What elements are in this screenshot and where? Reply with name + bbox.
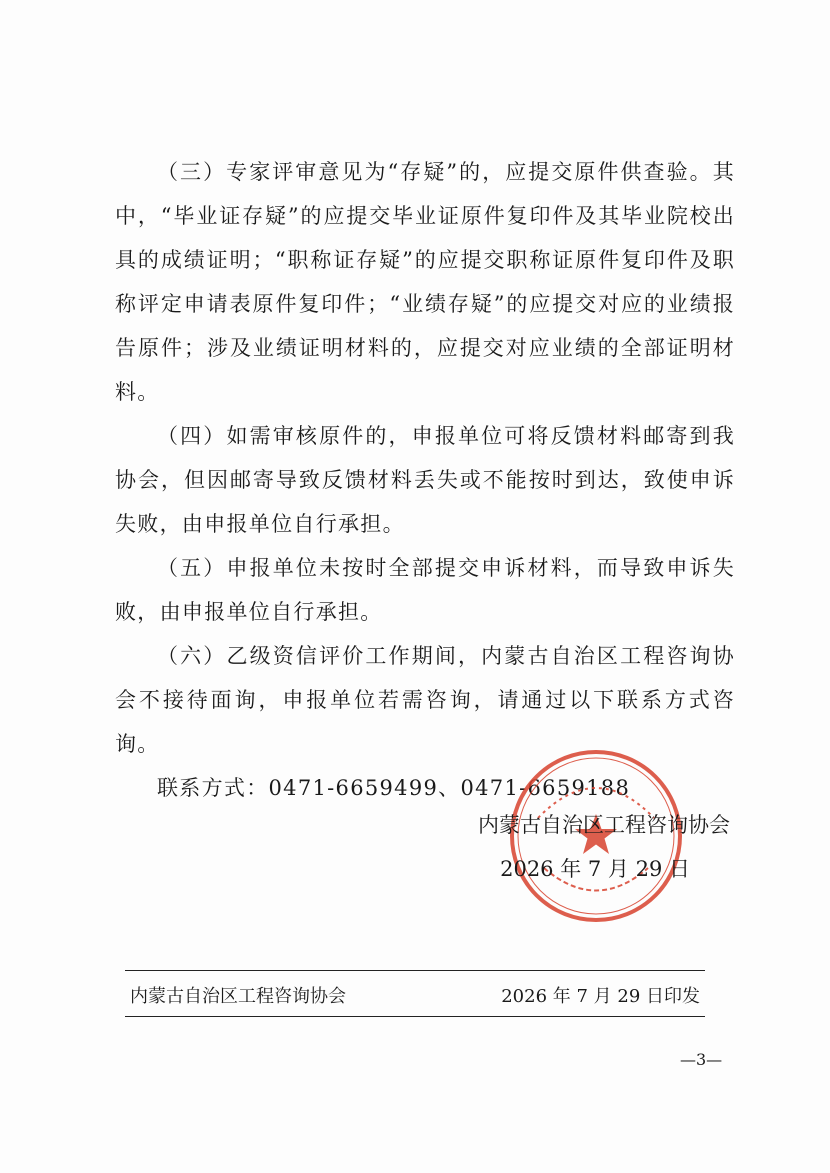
- paragraph-3: （三）专家评审意见为“存疑”的，应提交原件供查验。其中，“毕业证存疑”的应提交毕业证原件复印件及其毕业院校出具的成绩证明；“职称证存疑”的应提交职称证原件复印件及职称评定申请表原件复印件；“业绩存疑”的应提交对应的业绩报告原件；涉及业绩证明材料的，应提交对应业绩的全部证明材料。: [115, 160, 735, 404]
- footer-issuer: 内蒙古自治区工程咨询协会: [130, 986, 346, 1007]
- footer-issue-row: [130, 978, 700, 1012]
- body-text: [115, 150, 735, 810]
- paragraph-5: （五）申报单位未按时全部提交申诉材料，而导致申诉失败，由申报单位自行承担。: [115, 556, 735, 624]
- paragraph-6: （六）乙级资信评价工作期间，内蒙古自治区工程咨询协会不接待面询，申报单位若需咨询，请通过以下联系方式咨询。: [115, 644, 735, 756]
- footer-top-rule: [125, 970, 705, 971]
- contact-line: 联系方式：0471-6659499、0471-6659188: [157, 776, 631, 800]
- signature-block: [430, 803, 730, 891]
- page-number: —3—: [680, 1050, 723, 1069]
- signature-organization: 内蒙古自治区工程咨询协会: [478, 813, 730, 837]
- footer-bottom-rule: [125, 1016, 705, 1017]
- paragraph-4: （四）如需审核原件的，申报单位可将反馈材料邮寄到我协会，但因邮寄导致反馈材料丢失或不能按时到达，致使申诉失败，由申报单位自行承担。: [115, 424, 735, 536]
- signature-date: 2026 年 7 月 29 日: [500, 857, 690, 881]
- footer-issue-date: 2026 年 7 月 29 日印发: [501, 986, 700, 1007]
